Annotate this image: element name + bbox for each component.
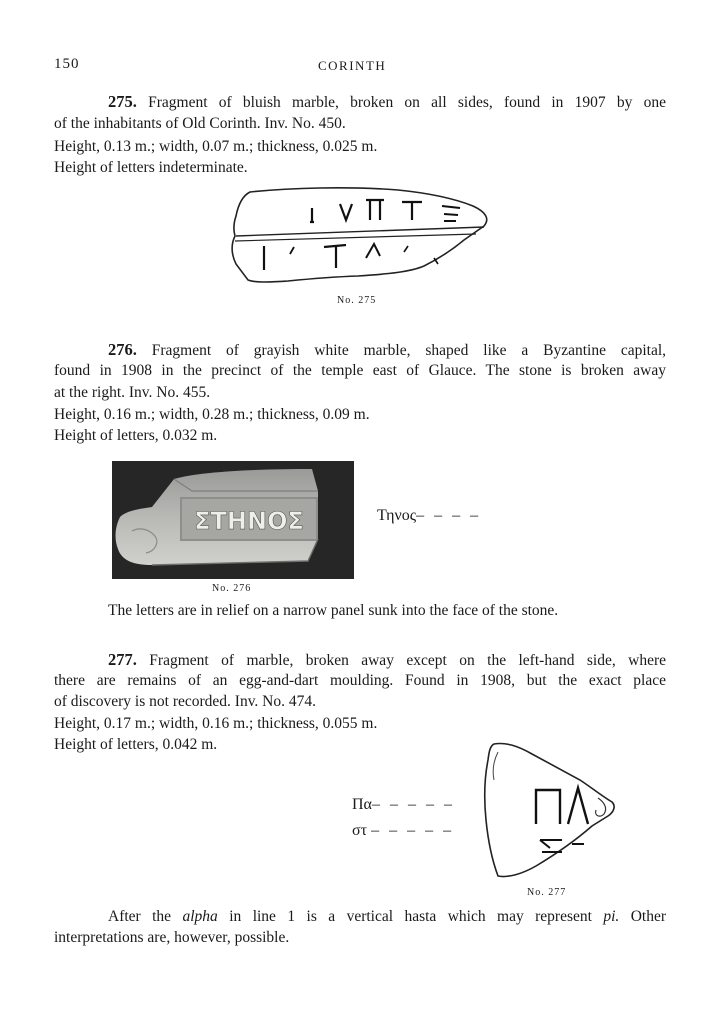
- note-pi: pi.: [603, 908, 620, 925]
- entry-276-text-1: Fragment of grayish white marble, shaped like a Byzantine capital,: [151, 342, 667, 359]
- running-title: CORINTH: [318, 58, 387, 73]
- entry-276-line-1: [108, 340, 666, 361]
- entry-275-line-1: [108, 92, 666, 113]
- entry-277-dimensions: Height, 0.17 m.; width, 0.16 m.; thickness, 0.055 m.: [54, 715, 378, 732]
- photo-inscription-text: ΣΤΗΝΟΣ: [194, 507, 304, 535]
- entry-277-note-line-2: interpretations are, however, possible.: [54, 929, 290, 946]
- entry-276-note: The letters are in relief on a narrow panel sunk into the face of the stone.: [108, 602, 559, 619]
- entry-275-letter-height: Height of letters indeterminate.: [54, 159, 248, 176]
- note-pre: After the: [108, 908, 172, 925]
- figure-277-caption: No. 277: [527, 887, 567, 898]
- entry-275-line-2: of the inhabitants of Old Corinth. Inv. No. 450.: [54, 115, 346, 132]
- fragment-275-drawing: [228, 184, 493, 289]
- entry-277-line-3: of discovery is not recorded. Inv. No. 474.: [54, 693, 317, 710]
- entry-276-letter-height: Height of letters, 0.032 m.: [54, 427, 218, 444]
- entry-277-text-1: Fragment of marble, broken away except on the left-hand side, where: [149, 652, 666, 669]
- entry-276-number: 276.: [108, 340, 137, 359]
- transcription-277-line-1-dashes: – – – – –: [371, 796, 455, 813]
- transcription-276-word: Τηνος: [377, 507, 417, 524]
- entry-277-line-2: there are remains of an egg-and-dart moulding. Found in 1908, but the exact place: [54, 672, 666, 689]
- fragment-277-drawing: [480, 740, 620, 882]
- note-alpha: alpha: [182, 908, 218, 925]
- entry-277-number: 277.: [108, 650, 137, 669]
- note-mid: in line 1 is a vertical hasta which may represent: [229, 908, 592, 925]
- entry-276-line-2: found in 1908 in the precinct of the temple east of Glauce. The stone is broken away: [54, 362, 666, 379]
- entry-277-letter-height: Height of letters, 0.042 m.: [54, 736, 218, 753]
- note-post: Other: [630, 908, 667, 925]
- entry-275-text-1: Fragment of bluish marble, broken on all sides, found in 1907 by one: [148, 94, 666, 111]
- transcription-277-line-2-text: στ: [352, 822, 368, 839]
- fragment-276-photo: [112, 461, 354, 579]
- transcription-276-dashes: – – – –: [416, 507, 482, 524]
- page-number: 150: [54, 56, 80, 72]
- figure-276-caption: No. 276: [212, 583, 252, 594]
- entry-277-line-1: [108, 650, 666, 671]
- entry-275-dimensions: Height, 0.13 m.; width, 0.07 m.; thickness, 0.025 m.: [54, 138, 378, 155]
- transcription-277-line-1: [352, 796, 455, 814]
- entry-276-dimensions: Height, 0.16 m.; width, 0.28 m.; thickness, 0.09 m.: [54, 406, 370, 423]
- transcription-277-line-2-dashes: – – – – –: [371, 822, 455, 839]
- entry-275-number: 275.: [108, 92, 137, 111]
- transcription-276: [377, 507, 481, 525]
- transcription-277-line-2: [352, 822, 454, 840]
- figure-275-caption: No. 275: [337, 295, 377, 306]
- entry-276-line-3: at the right. Inv. No. 455.: [54, 384, 211, 401]
- entry-277-note-line-1: [108, 907, 666, 927]
- transcription-277-line-1-text: Πα: [352, 796, 372, 813]
